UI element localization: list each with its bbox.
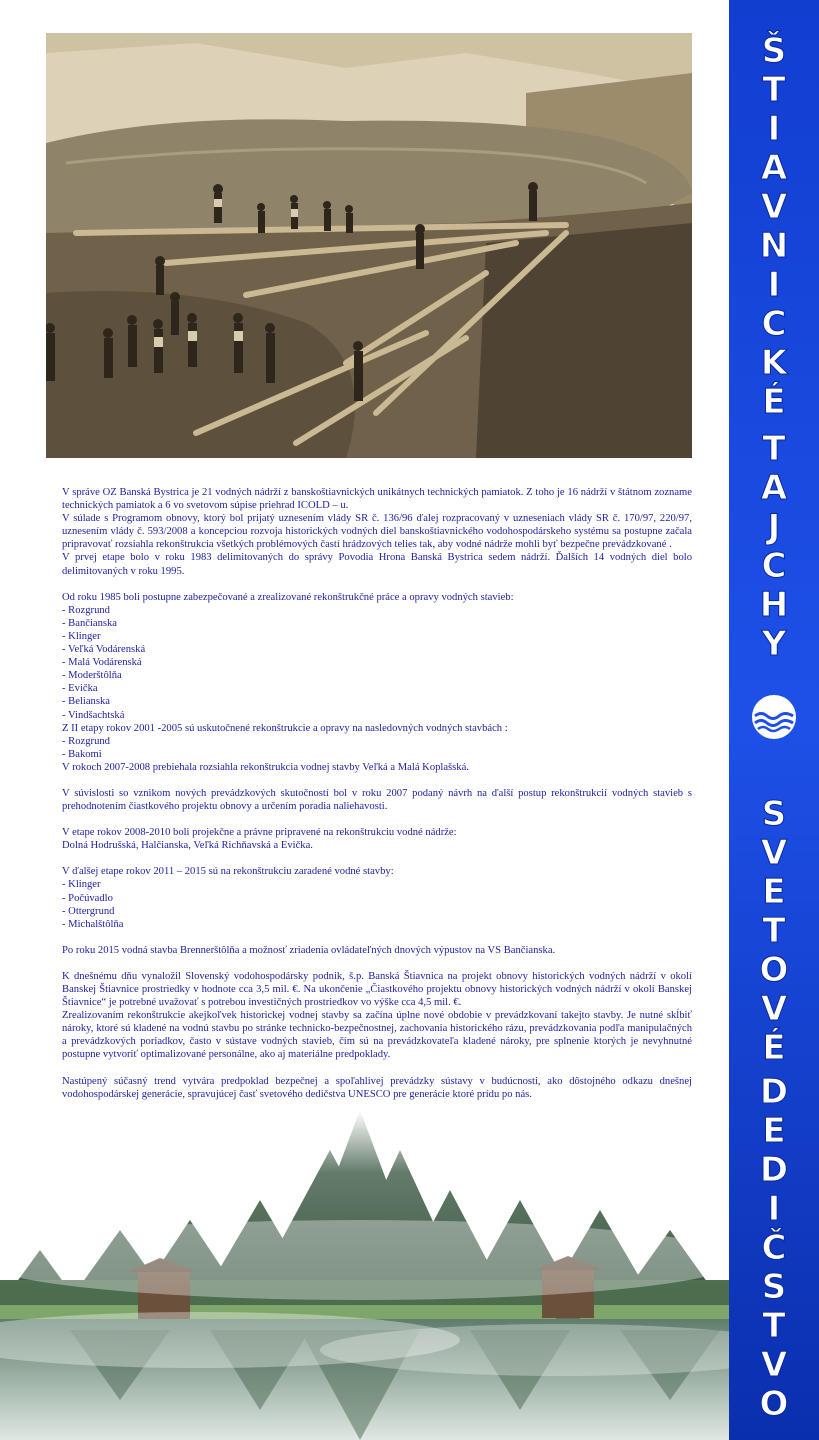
- banner-letter: É: [762, 382, 786, 422]
- water-waves-logo-icon: [751, 694, 797, 740]
- banner-letter: Č: [761, 1228, 787, 1268]
- banner-letter: I: [767, 265, 781, 305]
- banner-word-2: [729, 430, 819, 664]
- paragraph: Z II etapy rokov 2001 -2005 sú uskutočnené rekonštrukcie a opravy na nasledovných vodných stavbách :: [62, 722, 508, 734]
- spacer: [62, 774, 692, 787]
- banner-word-1: [729, 32, 819, 422]
- paragraph: Dolná Hodrušská, Halčianska, Veľká Richňavská a Evička.: [62, 840, 313, 852]
- banner-letter: A: [760, 148, 788, 188]
- list-item: - Bančianska: [62, 617, 118, 629]
- banner-letter: T: [762, 70, 786, 110]
- paragraph: Od roku 1985 boli postupne zabezpečované a zrealizované rekonštrukčné práce a opravy vodných stavieb:: [62, 591, 514, 603]
- banner-letter: V: [760, 833, 788, 873]
- banner-letter: I: [767, 109, 781, 149]
- banner-letter: C: [761, 546, 787, 586]
- banner-letter: V: [760, 1345, 788, 1385]
- banner-letter: N: [759, 226, 789, 266]
- list-item: - Belianska: [62, 696, 110, 708]
- banner-letter: O: [759, 950, 789, 990]
- list-item: - Moderštôlňa: [62, 670, 122, 682]
- paragraph: V ďalšej etape rokov 2011 – 2015 sú na rekonštrukciu zaradené vodné stavby:: [62, 866, 394, 878]
- banner-letter: H: [759, 585, 789, 625]
- list-item: - Bakomi: [62, 748, 102, 760]
- paragraph: Zrealizovaním rekonštrukcie akejkoľvek historickej vodnej stavby sa začína úplne nové obdobie v prevádzkovaní takejto stavby. Je nutné skĺbiť nároky, ktoré sú kladené na vodnú stavbu po stránke technicko-bezpečnostnej, zachovania historického rázu, prevádzkovania podľa manipulačných a prevádzkových poriadkov, často v sústave vodných stavieb, čím sú na prevádzkovateľa kladené nároky, pre splnenie ktorých je nevyhnutné postupne vytvoriť optimalizované personálne, ako aj materiálne predpoklady.: [62, 1010, 692, 1061]
- paragraph: V prvej etape bolo v roku 1983 delimitovaných do správy Povodia Hrona Banská Bystrica sedem nádrží. Ďalších 14 vodných diel bolo delimitovaných v roku 1995.: [62, 552, 692, 577]
- banner-letter: I: [767, 1189, 781, 1229]
- paragraph: V rokoch 2007-2008 prebiehala rozsiahla rekonštrukcia vodnej stavby Veľká a Malá Koplašská.: [62, 761, 469, 773]
- forest-lake-landscape: [0, 1110, 729, 1440]
- spacer: [62, 813, 692, 826]
- banner-letter: S: [761, 794, 787, 834]
- banner-letter: Š: [761, 31, 787, 71]
- banner-letter: C: [761, 304, 787, 344]
- paragraph: V etape rokov 2008-2010 boli projekčne a právne pripravené na rekonštrukciu vodné nádrže:: [62, 827, 457, 839]
- list-item: - Malá Vodárenská: [62, 657, 142, 669]
- banner-letter: S: [761, 1267, 787, 1307]
- list-item: - Evička: [62, 683, 98, 695]
- banner-letter: T: [762, 1306, 786, 1346]
- spacer: [62, 578, 692, 591]
- banner-word-3: [729, 795, 819, 1068]
- spacer: [62, 931, 692, 944]
- banner-letter: É: [762, 1028, 786, 1068]
- paragraph: Po roku 2015 vodná stavba Brennerštôlňa a možnosť zriadenia ovládateľných dnových výpustov na VS Bančianska.: [62, 944, 556, 956]
- title-banner: [729, 0, 819, 1440]
- banner-word-4: [729, 1073, 819, 1424]
- banner-letter: V: [760, 187, 788, 227]
- banner-letter: T: [762, 911, 786, 951]
- article-body: [62, 486, 692, 1101]
- list-item: - Ottergrund: [62, 905, 115, 917]
- list-item: - Rozgrund: [62, 735, 110, 747]
- spacer: [62, 852, 692, 865]
- banner-letter: E: [762, 1111, 786, 1151]
- list-item: - Klinger: [62, 879, 101, 891]
- banner-letter: A: [760, 468, 788, 508]
- paragraph: V súlade s Programom obnovy, ktorý bol prijatý uznesením vlády SR č. 136/96 ďalej rozpracovaný v uzneseniach vlády SR č. 170/97, 220/97, uznesením vlády č. 593/2008 a koncepciou rozvoja historických vodných diel banskoštiavnického vodohospodárskeho systému sa postupne začala pripravovať rozsiahla rekonštrukcia všetkých problémových častí hrádzových telies tak, aby vodné nádrže mohli byť bezpečne prevádzkované .: [62, 513, 692, 551]
- paragraph: K dnešnému dňu vynaložil Slovenský vodohospodársky podnik, š.p. Banská Štiavnica na projekt obnovy historických vodných nádrží v okolí Banskej Štiavnice prostriedky v hodnote cca 3,5 mil. €. Na ukončenie „Čiastkového projektu obnovy historických vodných nádrží v okolí Banskej Štiavnice“ je potrebné uvažovať s potrebou investičných prostriedkov vo výške cca 4,5 mil. €.: [62, 970, 692, 1009]
- banner-letter: E: [762, 872, 786, 912]
- banner-letter: O: [759, 1384, 789, 1424]
- banner-letter: T: [762, 429, 786, 469]
- banner-letter: J: [767, 507, 781, 547]
- list-item: - Rozgrund: [62, 604, 110, 616]
- banner-letter: D: [759, 1072, 789, 1112]
- list-item: - Klinger: [62, 630, 101, 642]
- list-item: - Vindšachtská: [62, 709, 125, 721]
- paragraph: V súvislosti so vznikom nových prevádzkových skutočností bol v roku 2007 podaný návrh na ďalší postup rekonštrukcií vodných stavieb s prehodnotením čiastkového projektu obnovy a určením poradia naliehavosti.: [62, 787, 692, 813]
- list-item: - Počúvadlo: [62, 892, 113, 904]
- banner-letter: V: [760, 989, 788, 1029]
- banner-letter: K: [760, 343, 788, 383]
- paragraph: V správe OZ Banská Bystrica je 21 vodných nádrží z banskoštiavnických unikátnych technických pamiatok. Z toho je 16 nádrží v štátnom zozname technických pamiatok a 6 vo svetovom súpise priehrad ICOLD – u.: [62, 487, 692, 512]
- paragraph: Nastúpený súčasný trend vytvára predpoklad bezpečnej a spoľahlivej prevádzky sústavy v budúcnosti, ako dôstojného odkazu dnešnej vodohospodárskej generácie, spravujúcej časť svetového dedičstva UNESCO pre generácie ktoré prídu po nás.: [62, 1075, 692, 1100]
- spacer: [62, 957, 692, 970]
- historic-reservoir-photo: [46, 33, 692, 458]
- banner-letter: D: [759, 1150, 789, 1190]
- list-item: - Michalštôlňa: [62, 918, 124, 930]
- list-item: - Veľká Vodárenská: [62, 644, 146, 656]
- spacer: [62, 1062, 692, 1075]
- banner-letter: Y: [761, 624, 787, 664]
